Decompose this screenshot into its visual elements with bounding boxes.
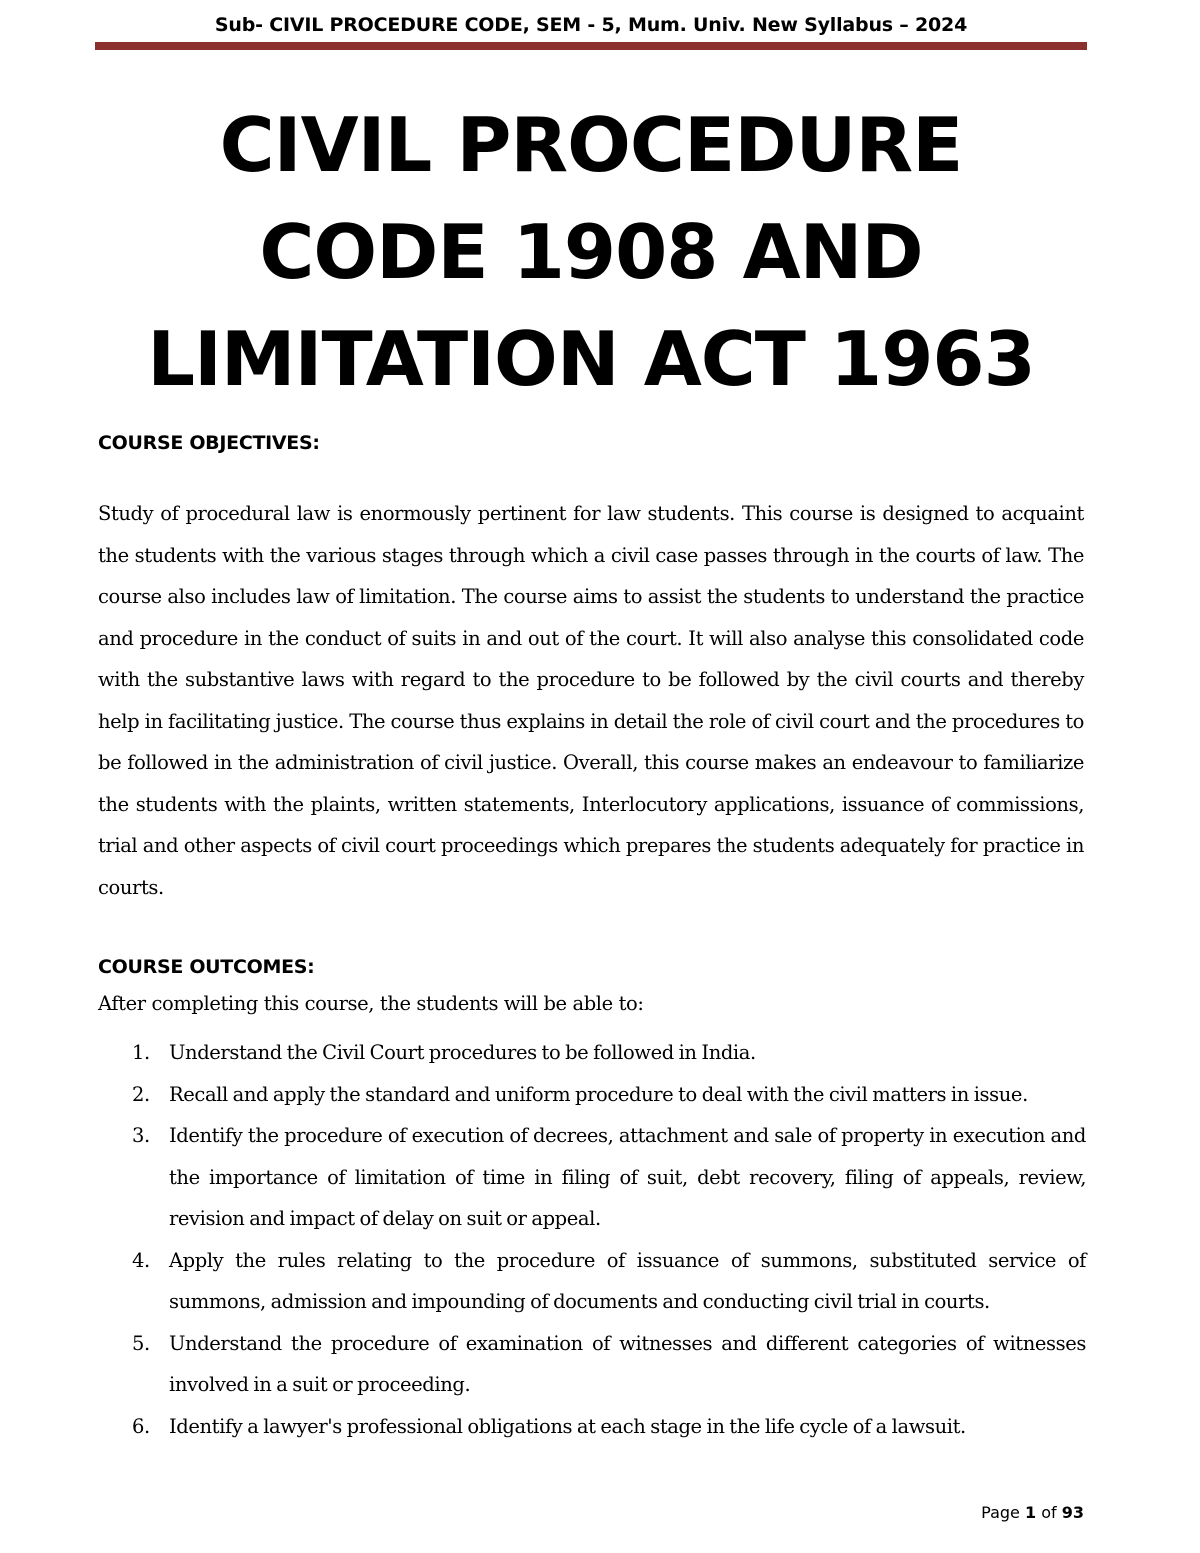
- list-item-number: 2.: [132, 1082, 150, 1106]
- of-word: of: [1041, 1503, 1057, 1522]
- list-item-text: Identify a lawyer's professional obligations at each stage in the life cycle of a lawsuit.: [169, 1414, 966, 1438]
- outcomes-list: [98, 1032, 1086, 1447]
- list-item-text: Understand the procedure of examination of witnesses and different categories of witnesses involved in a suit or proceeding.: [169, 1331, 1086, 1396]
- title-line-3: LIMITATION ACT 1963: [147, 315, 1035, 403]
- list-item: [98, 1115, 1086, 1240]
- list-item-number: 3.: [132, 1124, 150, 1147]
- list-item: [98, 1323, 1086, 1406]
- list-item-text: Understand the Civil Court procedures to be followed in India.: [169, 1041, 756, 1064]
- running-header: Sub- CIVIL PROCEDURE CODE, SEM - 5, Mum. Univ. New Syllabus – 2024: [214, 14, 968, 36]
- list-item-text: Apply the rules relating to the procedure of issuance of summons, substituted service of summons, admission and impounding of documents and conducting civil trial in courts.: [169, 1248, 1086, 1313]
- total-pages: 93: [1061, 1503, 1084, 1522]
- objectives-paragraph: Study of procedural law is enormously pertinent for law students. This course is designed to acquaint the students with the various stages through which a civil case passes through in the courts of law. The course also includes law of limitation. The course aims to assist the students to understand the practice and procedure in the conduct of suits in and out of the court. It will also analyse this consolidated code with the substantive laws with regard to the procedure to be followed by the civil courts and thereby help in facilitating justice. The course thus explains in detail the role of civil court and the procedures to be followed in the administration of civil justice. Overall, this course makes an endeavour to familiarize the students with the plaints, written statements, Interlocutory applications, issuance of commissions, trial and other aspects of civil court proceedings which prepares the students adequately for practice in courts.: [98, 502, 1084, 899]
- outcomes-heading: COURSE OUTCOMES:: [98, 956, 315, 978]
- list-item-number: 4.: [132, 1248, 150, 1272]
- list-item: [98, 1406, 1086, 1448]
- header-rule: [95, 42, 1087, 50]
- outcomes-intro: After completing this course, the students will be able to:: [98, 992, 644, 1015]
- current-page: 1: [1024, 1503, 1037, 1522]
- list-item: [98, 1240, 1086, 1323]
- title-line-2: CODE 1908 AND: [259, 208, 923, 296]
- document-title: [95, 92, 1087, 413]
- list-item-number: 1.: [132, 1041, 150, 1064]
- title-line-1: CIVIL PROCEDURE: [219, 101, 963, 189]
- objectives-heading: COURSE OBJECTIVES:: [98, 432, 320, 454]
- list-item-text: Recall and apply the standard and uniform procedure to deal with the civil matters in issue.: [169, 1082, 1028, 1106]
- list-item: [98, 1032, 1086, 1074]
- list-item-number: 5.: [132, 1331, 150, 1355]
- list-item-number: 6.: [132, 1414, 150, 1438]
- list-item-text: Identify the procedure of execution of decrees, attachment and sale of property in execution and the importance of limitation of time in filing of suit, debt recovery, filing of appeals, review, revision and impact of delay on suit or appeal.: [169, 1124, 1086, 1230]
- list-item: [98, 1074, 1086, 1116]
- page-number-footer: [981, 1503, 1084, 1522]
- page-word: Page: [981, 1503, 1020, 1522]
